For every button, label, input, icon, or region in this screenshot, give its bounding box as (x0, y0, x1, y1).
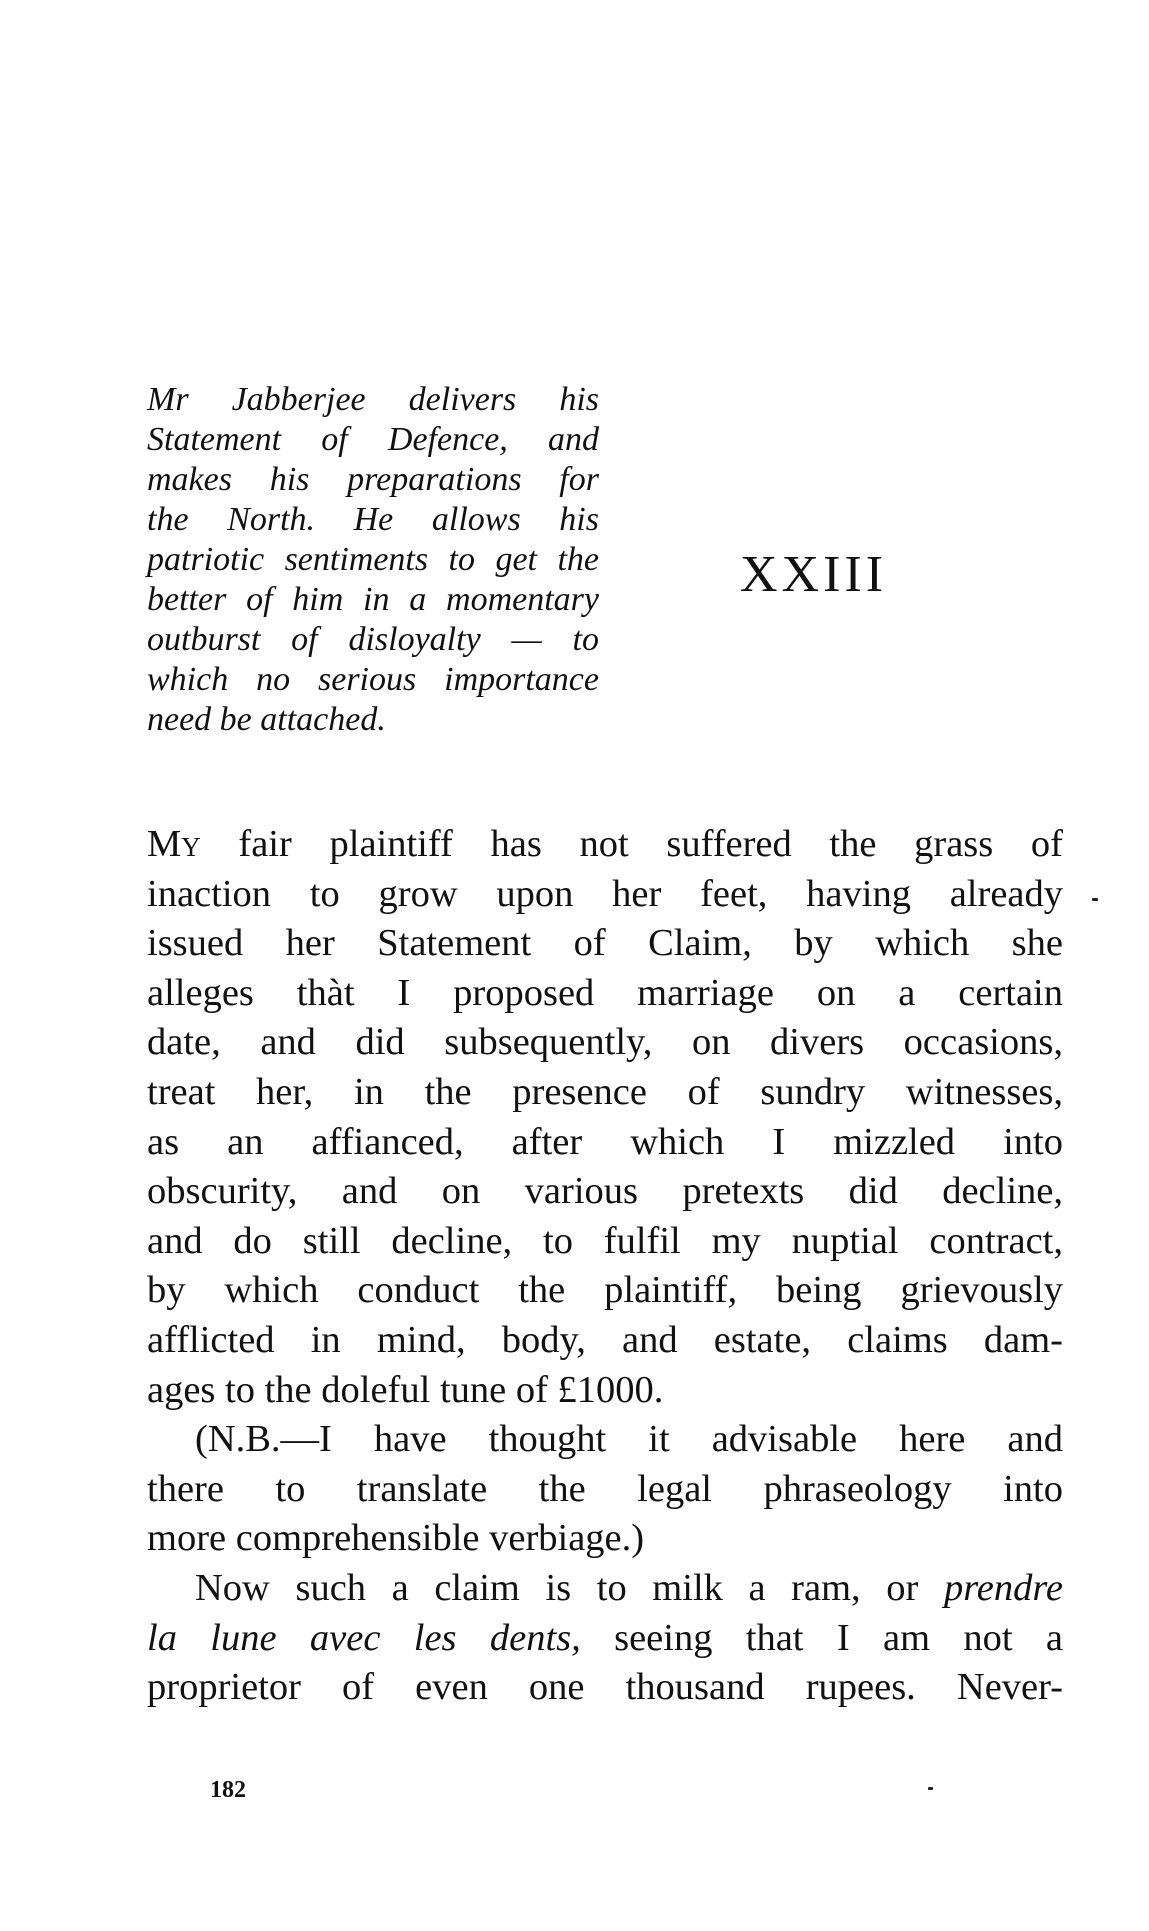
paragraph-line: inaction to grow upon her feet, having already (147, 872, 1063, 915)
synopsis-line: Statement of Defence, and (147, 421, 599, 458)
opening-word: My (147, 823, 201, 865)
page-number: 182 (210, 1777, 246, 1803)
opening-line-rest: fair plaintiff has not suffered the grass of (200, 823, 1063, 865)
print-speck (928, 1787, 933, 1790)
synopsis-line: patriotic sentiments to get the (147, 541, 599, 578)
paragraph-text: Now such a claim is to milk a ram, or (195, 1566, 944, 1609)
paragraph-line (147, 1564, 1063, 1614)
paragraph-line: obscurity, and on various pretexts did decline, (147, 1170, 1063, 1213)
paragraph-text: seeing that I am not a (580, 1616, 1063, 1659)
paragraph-line: issued her Statement of Claim, by which she (147, 922, 1063, 965)
paragraph-line: ages to the doleful tune of £1000. (147, 1368, 664, 1411)
synopsis-line: better of him in a momentary (147, 581, 599, 618)
paragraph-line: more comprehensible verbiage.) (147, 1517, 645, 1560)
synopsis-line: which no serious importance (147, 661, 599, 698)
synopsis-line: Mr Jabberjee delivers his (147, 381, 599, 418)
paragraph-line: afflicted in mind, body, and estate, claims dam- (147, 1318, 1063, 1361)
synopsis-line: makes his preparations for (147, 461, 599, 498)
paragraph-line (147, 1614, 1063, 1664)
paragraph-line: as an affianced, after which I mizzled into (147, 1120, 1063, 1163)
paragraph-line: by which conduct the plaintiff, being grievously (147, 1269, 1063, 1312)
chapter-synopsis (147, 380, 599, 740)
paragraph-line: proprietor of even one thousand rupees. Never- (147, 1666, 1063, 1709)
paragraph-line: treat her, in the presence of sundry witnesses, (147, 1070, 1063, 1113)
synopsis-line: the North. He allows his (147, 501, 599, 538)
body-text (147, 820, 1063, 1713)
paragraph-line: and do still decline, to fulfil my nuptial contract, (147, 1219, 1063, 1262)
paragraph-line: alleges thàt I proposed marriage on a certain (147, 971, 1063, 1014)
paragraph-line: (N.B.—I have thought it advisable here and (195, 1418, 1063, 1461)
synopsis-line: outburst of disloyalty — to (147, 621, 599, 658)
print-speck (1092, 898, 1098, 901)
paragraph-line: date, and did subsequently, on divers occasions, (147, 1021, 1063, 1064)
paragraph-line: there to translate the legal phraseology into (147, 1467, 1063, 1510)
italic-phrase: la lune avec les dents, (147, 1616, 581, 1659)
italic-phrase: prendre (943, 1566, 1063, 1609)
synopsis-line: need be attached. (147, 701, 386, 738)
paragraph-line (147, 820, 1063, 870)
chapter-number: XXIII (740, 546, 888, 603)
